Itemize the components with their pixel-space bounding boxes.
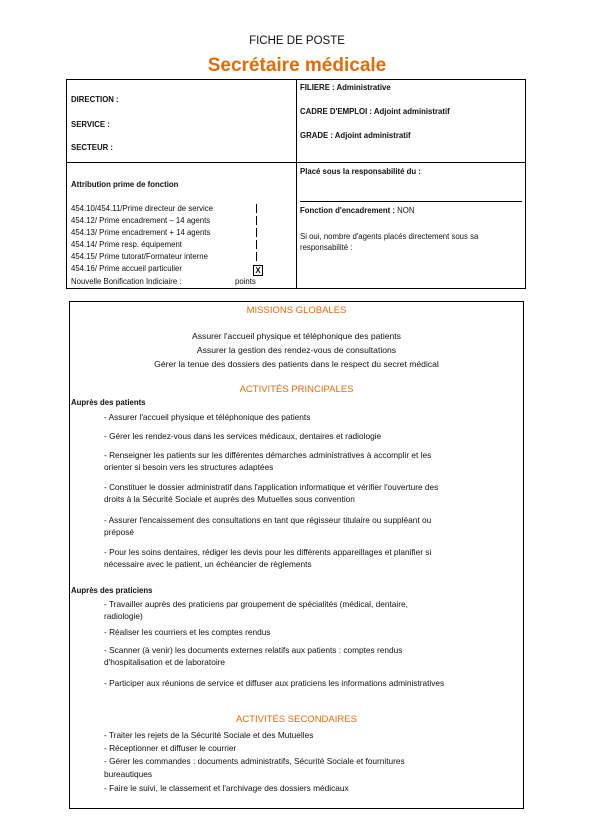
mission-line: Assurer la gestion des rendez-vous de consultations (196, 345, 397, 355)
encadrement-value: NON (397, 206, 415, 215)
responsabilite-label: Placé sous la responsabilité du : (300, 167, 421, 176)
responsabilite-line (300, 201, 522, 202)
checkbox-prime-encadrement-plus[interactable] (256, 228, 257, 237)
activity-item: - Participer aux réunions de service et diffuser aux praticiens les informations administratives (104, 678, 445, 688)
encadrement-field (300, 206, 415, 216)
activity-item: - Renseigner les patients sur les différentes démarches administratives à accomplir et les orienter si besoin vers les structures adaptées (104, 450, 432, 472)
activity-item: - Gérer les rendez-vous dans les services médicaux, dentaires et radiologie (104, 431, 382, 441)
secteur-label: SECTEUR : (71, 143, 114, 152)
missions-heading: MISSIONS GLOBALES (246, 305, 347, 316)
activity-item: - Assurer l'accueil physique et téléphonique des patients (104, 412, 311, 422)
checkbox-prime-encadrement-moins[interactable] (256, 216, 257, 225)
grade-field: GRADE : Adjoint administratif (300, 131, 411, 140)
activity-item: - Assurer l'encaissement des consultations en tant que régisseur titulaire ou suppléant ou préposé (104, 515, 432, 537)
service-label: SERVICE : (71, 120, 110, 129)
secondary-item: - Réceptionner et diffuser le courrier (104, 743, 237, 753)
secondary-item: - Gérer les commandes : documents administratifs, Sécurité Sociale et fournitures (104, 756, 405, 766)
table-row-divider (66, 162, 526, 163)
si-oui-text: Si oui, nombre d'agents placés directement sous sa (300, 232, 479, 241)
activity-item: - Constituer le dossier administratif dans l'application informatique et vérifier l'ouverture des droits à la Sécurité Sociale et auprès des Mutuelles sous convention (104, 482, 439, 504)
activites-principales-heading: ACTIVITÉS PRINCIPALES (239, 384, 354, 395)
prime-heading: Attribution prime de fonction (71, 180, 179, 189)
prime-item: 454.14/ Prime resp. équipement (71, 240, 182, 249)
praticiens-subheading: Auprès des praticiens (71, 586, 153, 595)
table-column-divider (296, 79, 297, 289)
mission-line: Assurer l'accueil physique et téléphonique des patients (192, 331, 401, 341)
nbi-label: Nouvelle Bonification Indiciaire : (71, 277, 182, 286)
si-oui-text-cont: responsabilité : (300, 243, 353, 252)
prime-item: 454.10/454.11/Prime directeur de service (71, 204, 214, 213)
cadre-emploi-field: CADRE D'EMPLOI : Adjoint administratif (300, 107, 450, 116)
direction-label: DIRECTION : (71, 95, 119, 104)
nbi-points-label: points (235, 277, 256, 286)
checkbox-prime-tutorat[interactable] (256, 252, 257, 261)
prime-item: 454.15/ Prime tutorat/Formateur interne (71, 252, 208, 261)
mission-line: Gérer la tenue des dossiers des patients dans le respect du secret médical (154, 359, 439, 369)
secondary-item: - Faire le suivi, le classement et l'archivage des dossiers médicaux (104, 783, 349, 793)
secondary-item: - Traiter les rejets de la Sécurité Sociale et des Mutuelles (104, 730, 314, 740)
checkbox-prime-equipement[interactable] (256, 240, 257, 249)
activites-secondaires-heading: ACTIVITÉS SECONDAIRES (236, 714, 357, 725)
prime-item: 454.16/ Prime accueil particulier (71, 264, 182, 273)
document-type: FICHE DE POSTE (249, 35, 345, 47)
encadrement-label: Fonction d'encadrement : (300, 206, 395, 215)
activity-item: - Travailler auprès des praticiens par groupement de spécialités (médical, dentaire, radiologie) (104, 599, 408, 621)
patients-subheading: Auprès des patients (71, 398, 146, 407)
filiere-field: FILIERE : Administrative (300, 83, 391, 92)
checkbox-prime-directeur[interactable] (256, 204, 257, 213)
activity-item: - Réaliser les courriers et les comptes rendus (104, 627, 271, 637)
job-title: Secrétaire médicale (207, 55, 387, 76)
secondary-item: bureautiques (104, 769, 152, 779)
activity-item: - Scanner (à venir) les documents externes relatifs aux patients : comptes rendus d'hospitalisation et de laboratoire (104, 645, 403, 667)
prime-item: 454.12/ Prime encadrement – 14 agents (71, 216, 211, 225)
prime-item: 454.13/ Prime encadrement + 14 agents (71, 228, 211, 237)
activity-item: - Pour les soins dentaires, rédiger les devis pour les différents appareillages et planifier si nécessaire avec le patient, un échéancier de règlements (104, 547, 432, 569)
checkbox-prime-accueil-checked[interactable]: X (253, 265, 263, 276)
